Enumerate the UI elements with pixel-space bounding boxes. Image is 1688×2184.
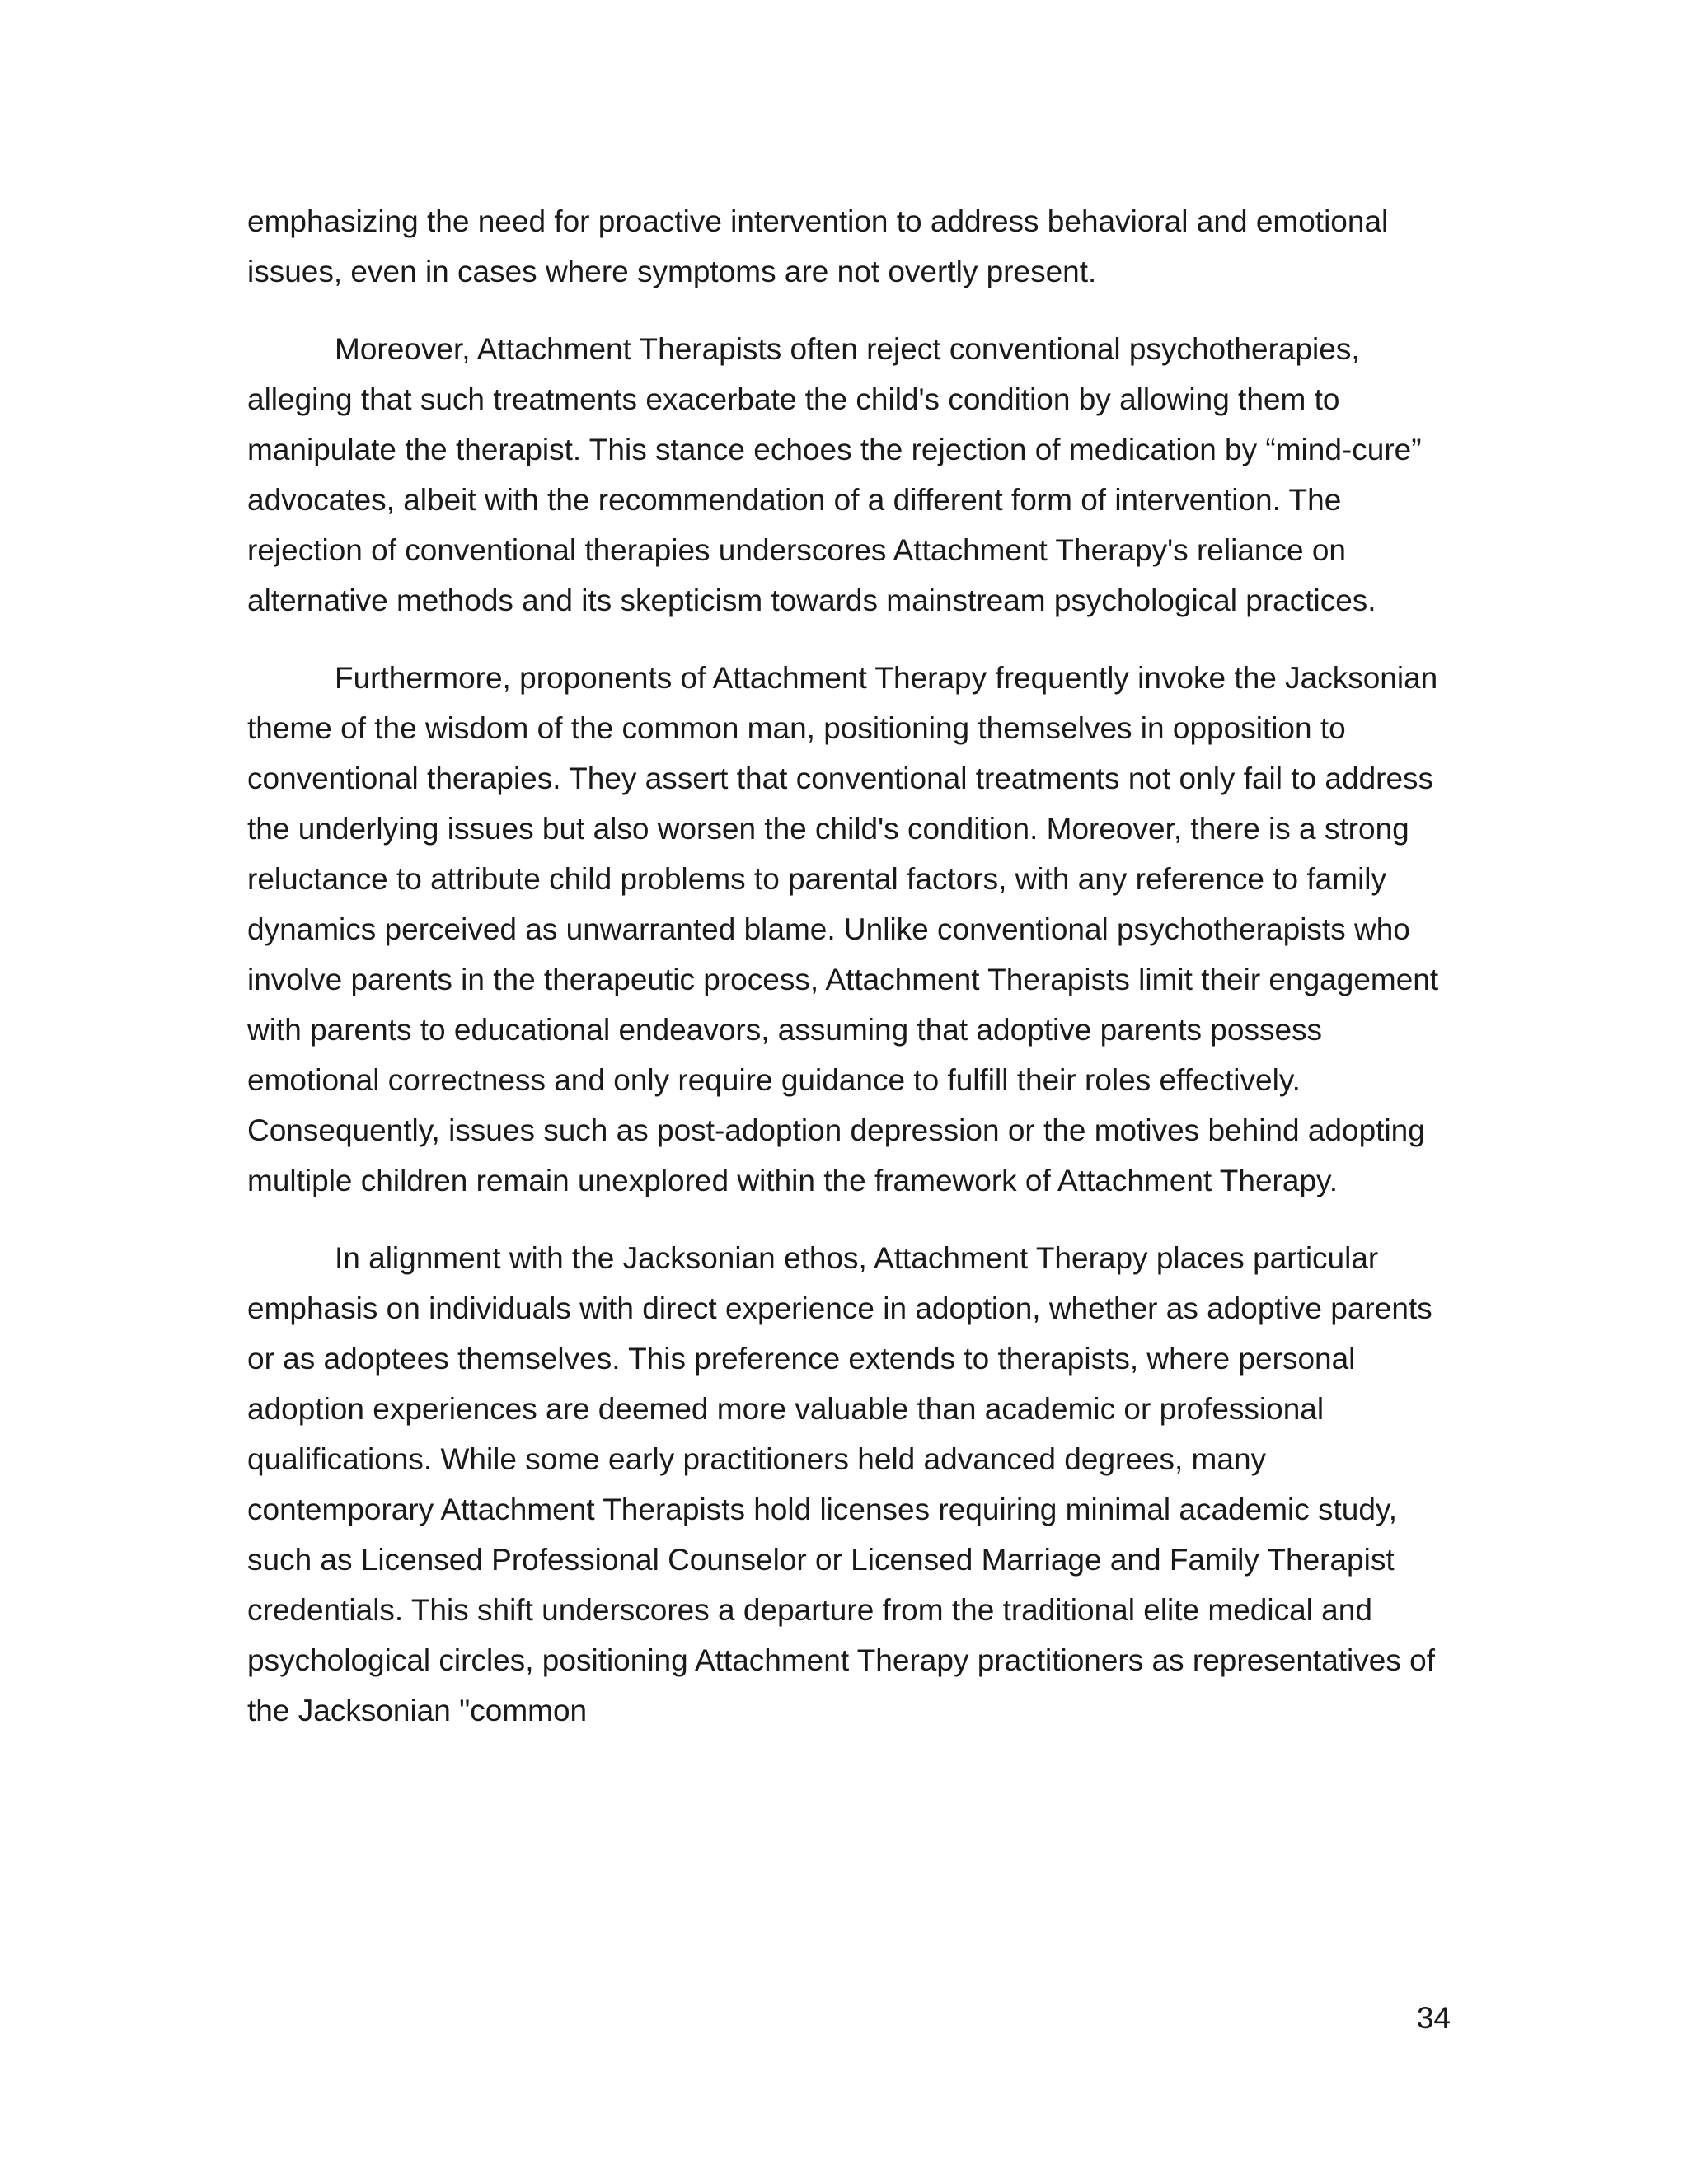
paragraph-jacksonian-theme: Furthermore, proponents of Attachment Therapy frequently invoke the Jacksonian theme of the wisdom of the common man, positioning themselves in opposition to conventional therapies. They assert that conventional treatments not only fail to address the underlying issues but also worsen the child's condition. Moreover, there is a strong reluctance to attribute child problems to parental factors, with any reference to family dynamics perceived as unwarranted blame. Unlike conventional psychotherapists who involve parents in the therapeutic process, Attachment Therapists limit their engagement with parents to educational endeavors, assuming that adoptive parents possess emotional correctness and only require guidance to fulfill their roles effectively. Consequently, issues such as post-adoption depression or the motives behind adopting multiple children remain unexplored within the framework of Attachment Therapy. — [247, 661, 1439, 1197]
body-text — [247, 196, 1451, 1736]
paragraph-jacksonian-ethos: In alignment with the Jacksonian ethos, Attachment Therapy places particular emphasis on individuals with direct experience in adoption, whether as adoptive parents or as adoptees themselves. This preference extends to therapists, where personal adoption experiences are deemed more valuable than academic or professional qualifications. While some early practitioners held advanced degrees, many contemporary Attachment Therapists hold licenses requiring minimal academic study, such as Licensed Professional Counselor or Licensed Marriage and Family Therapist credentials. This shift underscores a departure from the traditional elite medical and psychological circles, positioning Attachment Therapy practitioners as representatives of the Jacksonian "common — [247, 1241, 1435, 1727]
paragraph-continuation: emphasizing the need for proactive intervention to address behavioral and emotional issues, even in cases where symptoms are not overtly present. — [247, 204, 1389, 288]
paragraph-rejection-of-therapies: Moreover, Attachment Therapists often reject conventional psychotherapies, alleging that such treatments exacerbate the child's condition by allowing them to manipulate the therapist. This stance echoes the rejection of medication by “mind-cure” advocates, albeit with the recommendation of a different form of intervention. The rejection of conventional therapies underscores Attachment Therapy's reliance on alternative methods and its skepticism towards mainstream psychological practices. — [247, 332, 1422, 617]
page-number: 34 — [1416, 2001, 1451, 2035]
